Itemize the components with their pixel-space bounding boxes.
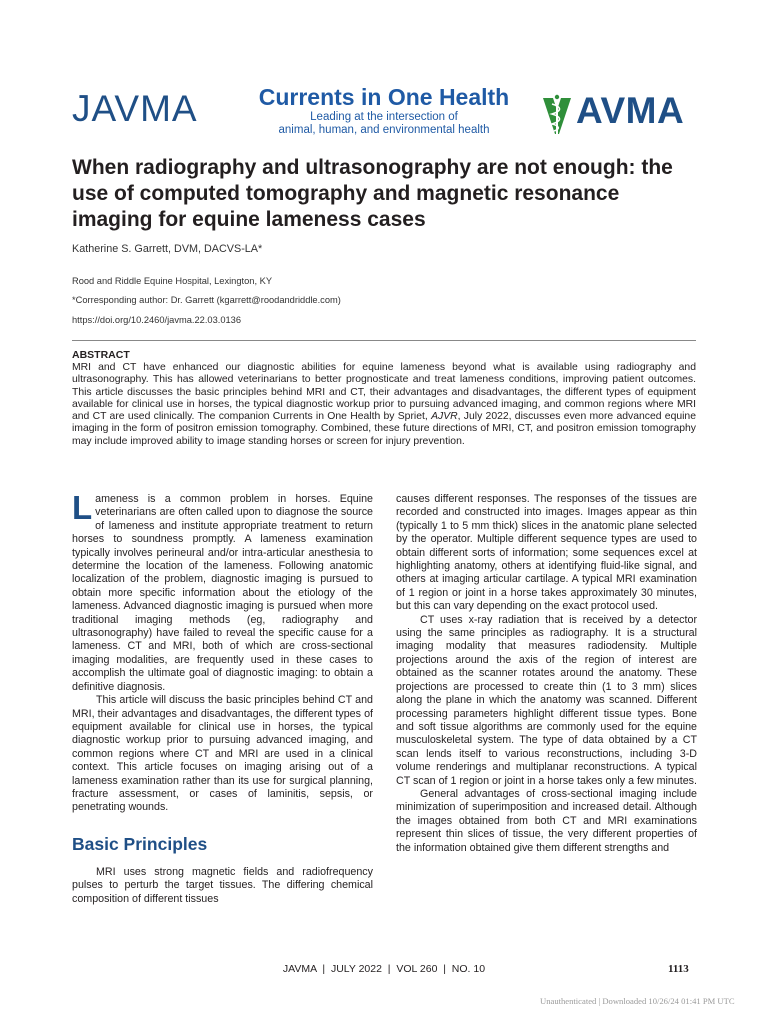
article-title: When radiography and ultrasonography are not enough: the use of computed tomography and magnetic resonance imaging for equine lameness cases bbox=[72, 156, 673, 231]
avma-wordmark: AVMA bbox=[576, 90, 685, 131]
author-line: Katherine S. Garrett, DVM, DACVS-LA* bbox=[72, 243, 263, 255]
series-banner bbox=[248, 84, 520, 137]
series-title: Currents in One Health bbox=[258, 84, 510, 110]
body-paragraph: General advantages of cross-sectional imaging include minimization of superimposition and increased detail. Although the images obtained from both CT and MRI examinations represent thin slices of tissue, the very different properties of the information obtained give them different strengths and bbox=[396, 787, 697, 854]
doi-link[interactable]: https://doi.org/10.2460/javma.22.03.0136 bbox=[72, 315, 242, 325]
masthead bbox=[0, 0, 768, 150]
body-paragraph bbox=[72, 489, 373, 694]
abstract-text-part1: MRI and CT have enhanced our diagnostic abilities for equine lameness beyond what is available using radiography and ultrasonography. This has allowed veterinarians to better prognosticate and treat lameness conditions, improving patient outcomes. This article discusses the basic principles behind MRI and CT, their advantages and disadvantages, the different types of equipment available for clinical use in horses, the typical diagnostic workup prior to pursuing advanced imaging, and common regions where MRI and CT are used clinically. The companion Currents in One Health by Spriet, bbox=[72, 362, 696, 423]
page-footer bbox=[0, 963, 768, 977]
series-subtitle-line1: Leading at the intersection of bbox=[310, 111, 458, 123]
body-paragraph: causes different responses. The responses of the tissues are recorded and constructed into images. Images appear as thin (typically 1 to 5 mm thick) slices in the anatomic plane selected by the operator. Multiple different sequence types are used to obtain different sorts of information; some sequences excel at highlighting anatomy, others at identifying fluid-like signal, and others at imaging articular cartilage. A typical MRI examination of 1 region or joint in a horse takes approximately 30 minutes, but this can vary depending on the exact protocol used. bbox=[396, 493, 697, 613]
page-number: 1113 bbox=[668, 963, 689, 975]
avma-logo bbox=[542, 92, 702, 136]
body-paragraph: CT uses x-ray radiation that is received by a detector using the same principles as radiography. It is a structural imaging modality that measures radiodensity. Multiple projections around the axis of the region of interest are obtained as the scanner rotates around the anatomy. These projections are processed to create thin (1 to 3 mm) slices along the plane in which the anatomy was scanned. Different processing parameters highlight different tissue types. Bone and soft tissue algorithms are commonly used for the equine musculoskeletal system. The type of data obtained by a CT scan lends itself to various reconstructions, including 3-D volume renderings and multiplanar reconstructions. A typical CT scan of 1 region or joint in a horse takes only a few minutes. bbox=[396, 613, 697, 787]
corresponding-author: *Corresponding author: Dr. Garrett (kgarrett@roodandriddle.com) bbox=[72, 295, 341, 305]
abstract-heading: ABSTRACT bbox=[72, 349, 130, 361]
body-column-right bbox=[396, 493, 697, 855]
abstract-journal-name: AJVR bbox=[431, 411, 458, 423]
download-watermark: Unauthenticated | Downloaded 10/26/24 01:41 PM UTC bbox=[540, 996, 735, 1006]
abstract-text-part2: , July 2022, discusses even more advanced equine imaging in the form of positron emission tomography. Combined, these future directions of MRI, CT, and positron emission tomography may include improved ability to image standing horses or screen for injury prevention. bbox=[72, 411, 696, 447]
paragraph-text: ameness is a common problem in horses. Equine veterinarians are often called upon to diagnose the source of lameness and institute appropriate treatment to return horses to soundness promptly. A lameness examination typically involves perineural and/or intra-articular anesthesia to determine the location of the lameness. Following anatomic localization of the problem, diagnostic imaging is pursued to obtain more specific information about the etiology of the lameness. Advanced diagnostic imaging is pursued when more traditional imaging methods (eg, radiography and ultrasonography) have failed to reveal the specific cause for a lameness. CT and MRI, both of which are cross-sectional imaging modalities, are frequently used in these cases to accomplish the ultimate goal of diagnostic imaging: to obtain a definitive diagnosis. bbox=[72, 493, 373, 693]
affiliation: Rood and Riddle Equine Hospital, Lexington, KY bbox=[72, 276, 273, 286]
body-column-left bbox=[72, 489, 373, 906]
section-heading: Basic Principles bbox=[72, 833, 208, 854]
abstract-divider bbox=[72, 340, 696, 341]
abstract bbox=[72, 349, 696, 448]
series-subtitle-line2: animal, human, and environmental health bbox=[278, 124, 490, 136]
caduceus-v-icon bbox=[542, 94, 572, 136]
body-paragraph: MRI uses strong magnetic fields and radiofrequency pulses to perturb the target tissues. The differing chemical composition of different tissues bbox=[72, 865, 373, 905]
drop-cap: L bbox=[72, 489, 93, 526]
body-paragraph: This article will discuss the basic principles behind CT and MRI, their advantages and disadvantages, the different types of equipment available for clinical use in horses, the typical diagnostic workup prior to pursuing advanced imaging, and common regions where CT and MRI are used in a clinical context. This article focuses on imaging arising out of a lameness examination rather than its use for surgical planning, fracture assessment, or cases of laminitis, sepsis, or penetrating wounds. bbox=[72, 694, 373, 814]
footer-journal-info: JAVMA | JULY 2022 | VOL 260 | NO. 10 bbox=[282, 963, 486, 975]
javma-logo: JAVMA bbox=[72, 88, 198, 129]
abstract-text bbox=[72, 362, 696, 448]
